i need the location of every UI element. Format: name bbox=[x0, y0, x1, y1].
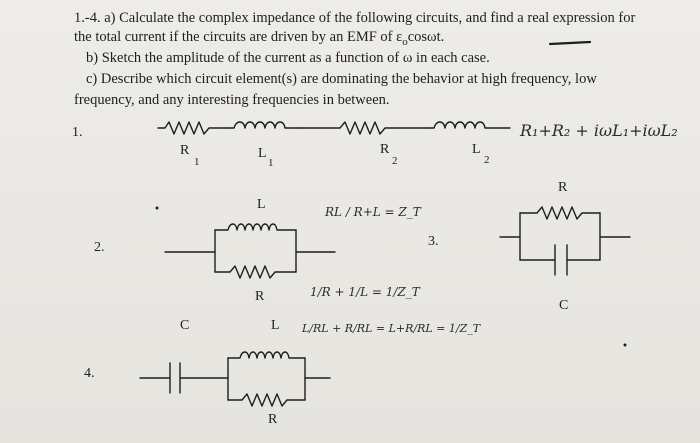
circuit-3-r-label: R bbox=[558, 180, 568, 195]
problem-part-b: b) Sketch the amplitude of the current as a function of ω in each case. bbox=[86, 50, 490, 66]
circuit-4-handwritten-note: L/RL + R/RL = L+R/RL = 1/Z_T bbox=[302, 322, 481, 335]
circuit-1-resistor-2 bbox=[300, 122, 428, 134]
circuit-2-handwritten-note-2: 1/R + 1/L = 1/Z_T bbox=[310, 285, 420, 299]
circuit-2-l-label: L bbox=[257, 197, 266, 212]
circuit-1-r2-subscript: 2 bbox=[392, 155, 398, 167]
circuit-1-r2-label: R bbox=[380, 142, 390, 157]
circuit-1-r1-label: R bbox=[180, 143, 190, 158]
circuit-2-r-label: R bbox=[255, 289, 265, 304]
circuit-3-c-label: C bbox=[559, 298, 569, 313]
circuit-3-wiring bbox=[500, 207, 630, 346]
circuit-1-inductor-2 bbox=[428, 122, 510, 128]
circuit-1-inductor-1 bbox=[228, 122, 300, 128]
circuit-4-number: 4. bbox=[84, 366, 95, 381]
problem-line-1: 1.-4. a) Calculate the complex impedance of the following circuits, and find a real expression for bbox=[74, 10, 636, 26]
circuit-1-l1-label: L bbox=[258, 146, 267, 161]
circuit-1-r1-subscript: 1 bbox=[194, 156, 200, 168]
circuit-3-number: 3. bbox=[428, 234, 439, 249]
circuit-4-c-label: C bbox=[180, 318, 190, 333]
circuit-4-wiring bbox=[140, 352, 330, 406]
circuit-1-wiring bbox=[158, 122, 510, 134]
circuit-4-capacitor bbox=[140, 363, 210, 393]
problem-part-c-2: frequency, and any interesting frequencies in between. bbox=[74, 92, 390, 108]
circuit-2-inductor bbox=[215, 224, 296, 230]
underline-mark bbox=[550, 42, 590, 44]
circuit-2-resistor bbox=[215, 266, 296, 278]
circuit-1-handwritten-impedance: R₁+R₂ + iωL₁+iωL₂ bbox=[520, 121, 678, 140]
circuit-1-l1-subscript: 1 bbox=[268, 157, 274, 169]
circuit-2-handwritten-note-1: RL / R+L = Z_T bbox=[325, 205, 421, 219]
circuit-1-l2-subscript: 2 bbox=[484, 154, 490, 166]
circuit-1-l2-label: L bbox=[472, 142, 481, 157]
circuit-3-capacitor bbox=[520, 245, 600, 275]
circuit-4-l-label: L bbox=[271, 318, 280, 333]
circuit-4-r-label: R bbox=[268, 412, 278, 427]
circuit-1-resistor-1 bbox=[158, 122, 228, 134]
circuit-3-resistor bbox=[520, 207, 600, 219]
circuit-2-wiring bbox=[156, 207, 335, 278]
circuit-2-number: 2. bbox=[94, 240, 105, 255]
circuit-1-number: 1. bbox=[72, 125, 83, 140]
circuit-4-resistor bbox=[228, 394, 305, 406]
problem-line-2: the total current if the circuits are driven by an EMF of $\varepsilon_o\cos\omega t$. bbox=[74, 29, 445, 48]
circuit-4-inductor bbox=[228, 352, 305, 358]
problem-part-c-1: c) Describe which circuit element(s) are dominating the behavior at high frequency, low bbox=[86, 71, 597, 87]
